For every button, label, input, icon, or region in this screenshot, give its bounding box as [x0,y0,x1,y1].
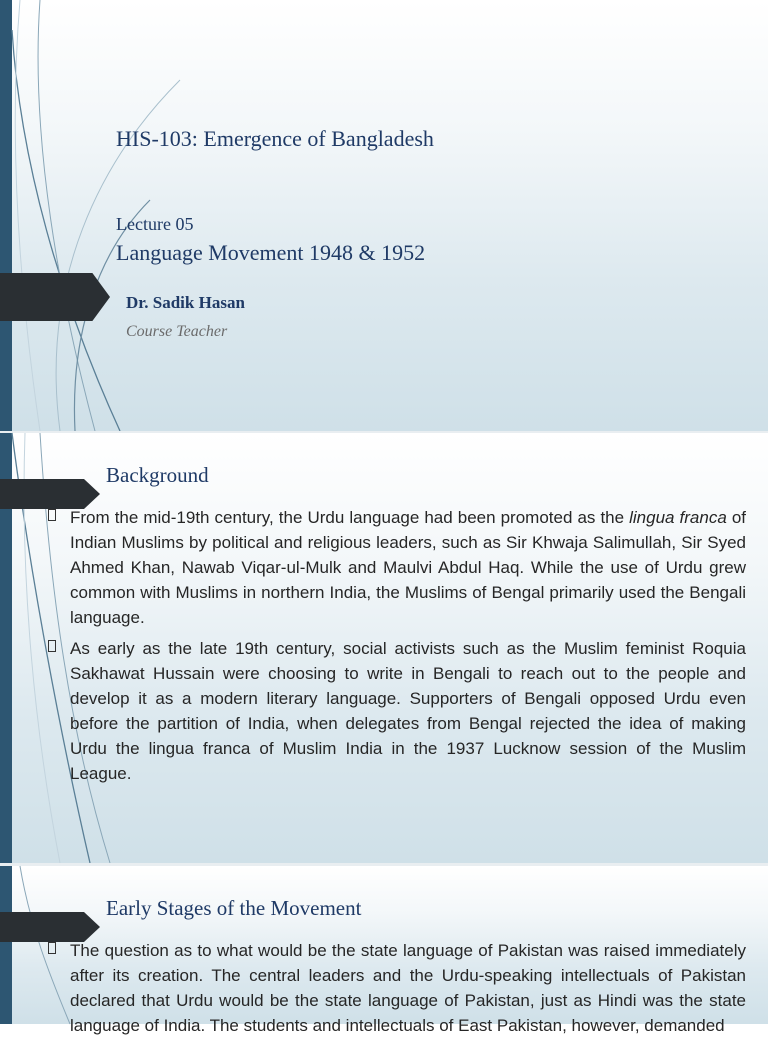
teacher-name: Dr. Sadik Hasan [126,293,245,312]
lecture-number: Lecture 05 [116,214,194,234]
list-item: The question as to what would be the state language of Pakistan was raised immediately after its creation. The central leaders and the Urdu-speaking intellectuals of Pakistan declared that Urdu would be the state language of Pakistan, just as Hindi was the state language of India. The students and intellectuals of East Pakistan, however, demanded [48,938,746,1038]
background-slide [0,433,768,863]
bullet-icon [48,509,56,521]
teacher-role: Course Teacher [126,323,228,340]
slide-heading: Background [106,463,209,487]
early-stages-slide [0,866,768,1035]
bullet-icon [48,942,56,954]
list-item: From the mid-19th century, the Urdu language had been promoted as the lingua franca of Indian Muslims by political and religious leaders, such as Sir Khwaja Salimullah, Sir Syed Ahmed Khan, Nawab Viqar-ul-Mulk and Maulvi Abdul Haq. While the use of Urdu grew common with Muslims in northern India, the Muslims of Bengal primarily used the Bengali language. [48,505,746,630]
bullet-list [48,505,746,792]
title-slide [0,0,768,431]
list-item: As early as the late 19th century, social activists such as the Muslim feminist Roquia Sakhawat Hussain were choosing to write in Bengali to reach out to the people and develop it as a modern literary language. Supporters of Bengali opposed Urdu even before the partition of India, when delegates from Bengal rejected the idea of making Urdu the lingua franca of Muslim India in the 1937 Lucknow session of the Muslim League. [48,636,746,786]
arrow-marker [0,273,110,321]
bullet-list [48,938,746,1044]
slide-heading: Early Stages of the Movement [106,896,362,920]
lecture-topic: Language Movement 1948 & 1952 [116,240,426,265]
bullet-icon [48,640,56,652]
course-title: HIS-103: Emergence of Bangladesh [116,126,434,151]
